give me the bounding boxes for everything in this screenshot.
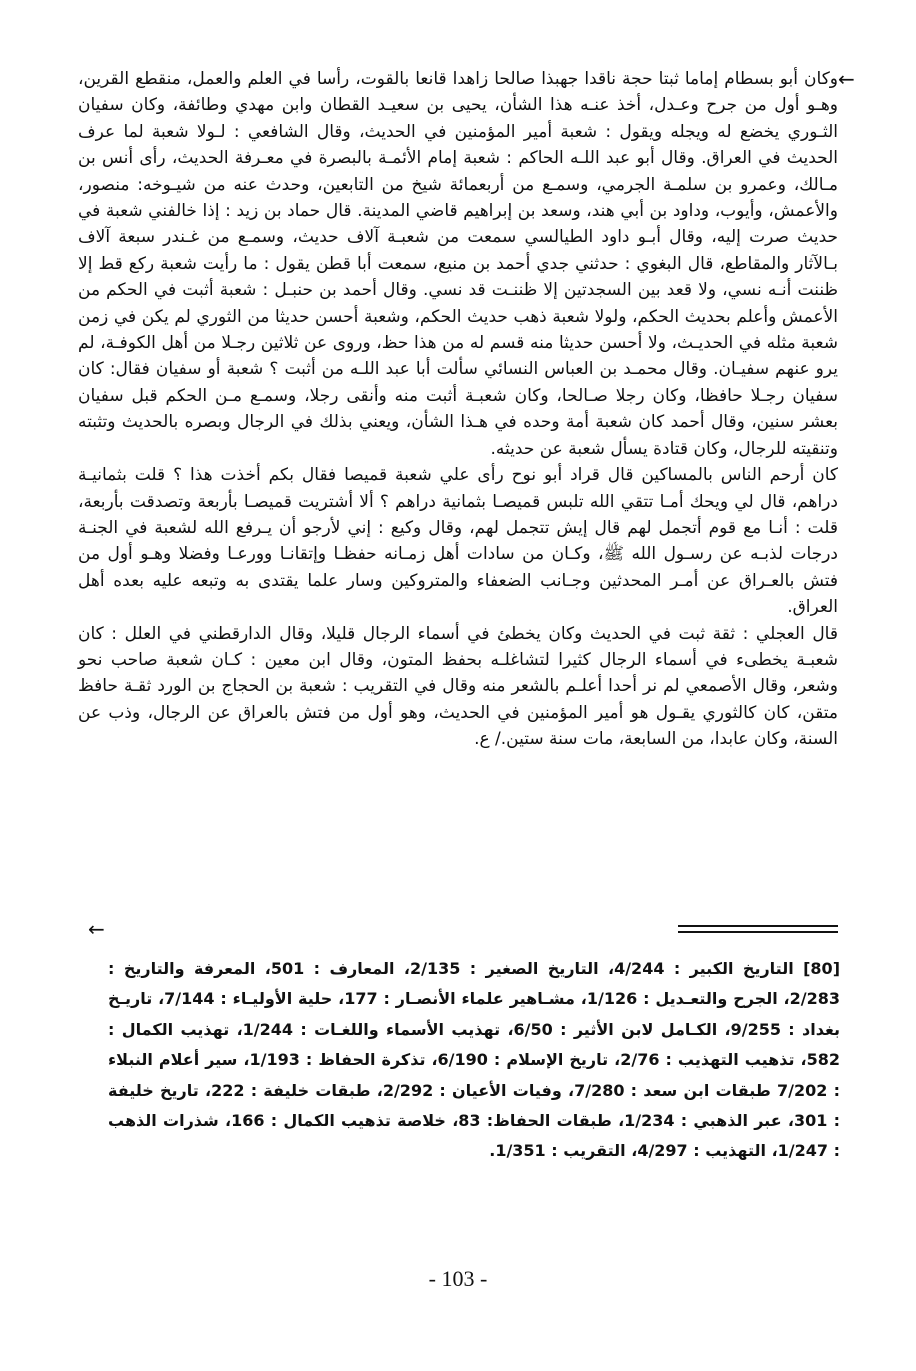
footnote-divider bbox=[678, 931, 838, 933]
paragraph: قال العجلي : ثقة ثبت في الحديث وكان يخطئ في أسماء الرجال قليلا، وقال الدارقطني في العلل : كان شعبـة يخطىء في أسماء الرجال كثيرا لتشاغلـه بحفظ المتون، وقال ابن معين : كـان شعبة صاحب نحو وشعر، وقال الأصمعي لم نر أحدا أعلـم بالشعر منه وقال في التقريب : شعبة بن الحجاج بن الورد ثقـة حافظ متقن، كان كالثوري يقـول هو أمير المؤمنين في الحديث، وهو أول من فتش بالعراق عن الرجال، وذب عن السنة، وكان عابدا، من السابعة، مات سنة ستين./ ع. bbox=[78, 623, 838, 750]
footnote-divider bbox=[678, 925, 838, 927]
biography-text bbox=[78, 66, 838, 753]
paragraph: وكان أبو بسطام إماما ثبتا حجة ناقدا جهبذا صالحا زاهدا قانعا بالقوت، رأسا في العلم والعمل، منقطع القرين، وهـو أول من جرح وعـدل، أخذ عنـه هذا الشأن، يحيى بن سعيـد القطان وابن مهدي وطائفة، وكان سفيان الثـوري يخضع له ويجله ويقول : شعبة أمير المؤمنين في الحديث، وقال الشافعي : لـولا شعبة لما عرف الحديث في العراق. وقال أبو عبد اللـه الحاكم : شعبة إمام الأئمـة بالبصرة في معـرفة الحديث، رأى أنس بن مـالك، وعمرو بن سلمـة الجرمي، وسمـع من أربعمائة شيخ من التابعين، وحدث عنه من شيـوخه: منصور، والأعمش، وأيوب، وداود بن أبي هند، وسعد بن إبراهيم قاضي المدينة. قال حماد بن زيد : إذا خالفني شعبة في حديث صرت إليه، وقال أبـو داود الطيالسي سمعت من شعبـة آلاف حديث، وسمـع من غـندر سبعة آلاف بـالآثار والمقاطع، قال البغوي : حدثني جدي أحمد بن منيع، سمعت أبا قطن يقول : ما رأيت شعبة ركع قط إلا ظننت أنـه نسي، ولا قعد بين السجدتين إلا ظننـت قد نسي. وقال أحمد بن حنبـل : شعبة أثبت في الحكم من الأعمش وأعلم بحديث الحكم، ولولا شعبة ذهب حديث الحكم، وشعبة أحسن حديثا من الثوري لم يكن في زمن شعبة مثله في الحديـث، ولا أحسن حديثا منه قسم له من هذا حظ، وروى عن ثلاثين رجـلا من أهل الكوفـة، لم يرو عنهم سفيـان. وقال محمـد بن العباس النسائي سألت أبا عبد اللـه من أثبت ؟ شعبة أو سفيان فقال: كان سفيان رجـلا حافظا، وكان رجلا صـالحا، وكان شعبـة أثبت منه وأنقى رجلا، وسمـع مـن الحكم قبل سفيان بعشر سنين، وقال أحمد كان شعبة أمة وحده في هـذا الشأن، ويعني بذلك في الرجال وبصره بالحديث وتثبته وتنقيته للرجال، وكان قتادة يسأل شعبة عن حديثه. bbox=[78, 69, 838, 459]
paragraph: كان أرحم الناس بالمساكين قال قراد أبو نوح رأى علي شعبة قميصا فقال بكم أخذت هذا ؟ قلت بثمانيـة دراهم، قال لي ويحك أمـا تتقي الله تلبس قميصـا بثمانية دراهم ؟ ألا أشتريت قميصـا بأربعة وتصدقت بأربعة، قلت : أنـا مع قوم أتجمل لهم قال إيش تتجمل لهم، وقال وكيع : إني لأرجو أن يـرفع الله لشعبة في الجنـة درجات لذبـه عن رسـول الله ﷺ، وكـان من سادات أهل زمـانه حفظـا وإتقانـا وورعـا وفضلا وهـو أول من فتش بالعـراق عن أمـر المحدثين وجـانب الضعفاء والمتروكين وسار علما يقتدى به وتبعه عليه بعده أهل العراق. bbox=[78, 465, 838, 618]
footnote-text: [80] التاريخ الكبير : 4/244، التاريخ الصغير : 2/135، المعارف : 501، المعرفة والتاريخ : 2/283، الجرح والتعـديل : 1/126، مشـاهير علماء الأنصـار : 177، حلية الأوليـاء : 7/144، تاريـخ بغداد : 9/255، الكـامل لابن الأثير : 6/50، تهذيب الأسماء واللغـات : 1/244، تهذيب الكمال : 582، تذهيب التهذيب : 2/76، تاريخ الإسلام : 6/190، تذكرة الحفاظ : 1/193، سير أعلام النبلاء : 7/202 طبقات ابن سعد : 7/280، وفيات الأعيان : 2/292، طبقات خليفة : 222، تاريخ خليفة : 301، عبر الذهبي : 1/234، طبقات الحفاظ: 83، خلاصة تذهيب الكمال : 166، شذرات الذهب : 1/247، التهذيب : 4/297، التقريب : 1/351. bbox=[108, 959, 841, 1161]
page-number: - 103 - bbox=[428, 1266, 488, 1291]
footnote-sources bbox=[108, 954, 840, 1167]
continuation-arrow-icon: ← bbox=[88, 917, 105, 941]
continuation-arrow-icon: ← bbox=[838, 67, 855, 91]
